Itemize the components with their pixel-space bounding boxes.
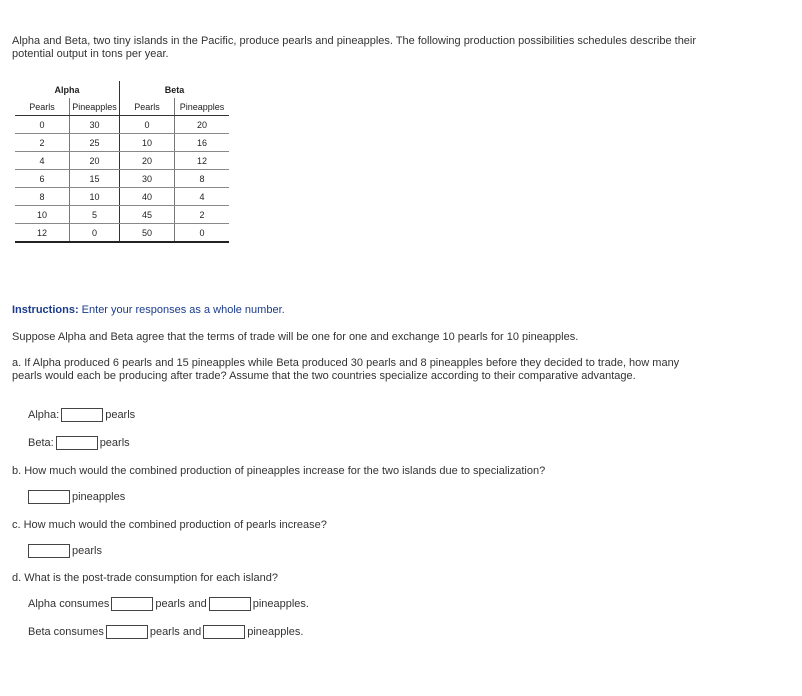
- table-cell: 50: [120, 224, 175, 243]
- alpha-pearls-input[interactable]: [61, 408, 103, 422]
- alpha-consumption-row: [28, 596, 309, 612]
- beta-pearls-input[interactable]: [56, 436, 98, 450]
- alpha-pearls-consumed-input[interactable]: [111, 597, 153, 611]
- scenario-text: Suppose Alpha and Beta agree that the terms of trade will be one for one and exchange 10 pearls for 10 pineapples.: [12, 331, 579, 343]
- table-row: [15, 206, 229, 224]
- column-header: Pearls: [120, 98, 175, 116]
- table-cell: 8: [15, 188, 70, 206]
- pineapples-label: pineapples.: [247, 626, 304, 638]
- table-cell: 45: [120, 206, 175, 224]
- table-cell: 30: [120, 170, 175, 188]
- beta-consumption-row: [28, 624, 303, 640]
- table-row: [15, 134, 229, 152]
- beta-pineapples-consumed-input[interactable]: [203, 625, 245, 639]
- table-cell: 0: [120, 116, 175, 134]
- alpha-pearls-row: [28, 407, 135, 423]
- table-cell: 25: [70, 134, 120, 152]
- table-cell: 6: [15, 170, 70, 188]
- table-cell: 4: [175, 188, 230, 206]
- table-cell: 10: [120, 134, 175, 152]
- production-possibilities-table: [15, 81, 229, 243]
- table-cell: 40: [120, 188, 175, 206]
- beta-consumes-label: Beta consumes: [28, 626, 104, 638]
- instructions: [12, 304, 285, 316]
- table-cell: 0: [70, 224, 120, 243]
- alpha-unit: pearls: [105, 409, 136, 421]
- table-cell: 2: [15, 134, 70, 152]
- table-row: [15, 152, 229, 170]
- alpha-consumes-label: Alpha consumes: [28, 598, 110, 610]
- question-a-text: a. If Alpha produced 6 pearls and 15 pineapples while Beta produced 30 pearls and 8 pineapples before they decided to trade, how many pearls would each be producing after trade? Assume that the two countries specialize according to their comparative advantage.: [12, 357, 680, 382]
- table-cell: 15: [70, 170, 120, 188]
- table-cell: 30: [70, 116, 120, 134]
- beta-group-header: Beta: [120, 81, 230, 98]
- pearls-increase-row: [26, 543, 102, 559]
- table-cell: 16: [175, 134, 230, 152]
- column-header: Pineapples: [175, 98, 230, 116]
- alpha-group-header: Alpha: [54, 84, 80, 95]
- table-cell: 10: [15, 206, 70, 224]
- table-cell: 20: [120, 152, 175, 170]
- beta-label: Beta:: [28, 437, 54, 449]
- intro-text: Alpha and Beta, two tiny islands in the Pacific, produce pearls and pineapples. The following production possibilities schedules describe their potential output in tons per year.: [12, 35, 697, 60]
- table-cell: 5: [70, 206, 120, 224]
- beta-pearls-consumed-input[interactable]: [106, 625, 148, 639]
- alpha-pineapples-consumed-input[interactable]: [209, 597, 251, 611]
- instructions-label: Instructions:: [12, 304, 79, 316]
- table-cell: 8: [175, 170, 230, 188]
- beta-pearls-row: [28, 435, 130, 451]
- pearls-unit: pearls: [72, 545, 102, 557]
- table-cell: 10: [70, 188, 120, 206]
- question-b-text: b. How much would the combined production of pineapples increase for the two islands due to specialization?: [12, 465, 546, 477]
- question-c-text: c. How much would the combined production of pearls increase?: [12, 519, 327, 531]
- pearls-and-label: pearls and: [155, 598, 207, 610]
- table-cell: 20: [70, 152, 120, 170]
- table-cell: 12: [15, 224, 70, 243]
- pearls-and-label: pearls and: [149, 626, 202, 638]
- pearls-increase-input[interactable]: [28, 544, 70, 558]
- instructions-text: Enter your responses as a whole number.: [78, 304, 285, 316]
- table-row: [15, 170, 229, 188]
- pineapples-label: pineapples.: [252, 598, 309, 610]
- beta-unit: pearls: [99, 437, 130, 449]
- column-header: Pineapples: [70, 98, 120, 116]
- pineapples-unit: pineapples: [72, 491, 126, 503]
- column-header: Pearls: [15, 98, 70, 116]
- pineapples-increase-row: [26, 489, 125, 505]
- table-cell: 4: [15, 152, 70, 170]
- table-cell: 12: [175, 152, 230, 170]
- table-row: [15, 224, 229, 243]
- table-cell: 0: [15, 116, 70, 134]
- table-cell: 2: [175, 206, 230, 224]
- table-row: [15, 188, 229, 206]
- table-cell: 20: [175, 116, 230, 134]
- pineapples-increase-input[interactable]: [28, 490, 70, 504]
- question-d-text: d. What is the post-trade consumption for each island?: [12, 572, 278, 584]
- alpha-label: Alpha:: [28, 409, 60, 421]
- table-cell: 0: [175, 224, 230, 243]
- table-row: [15, 116, 229, 134]
